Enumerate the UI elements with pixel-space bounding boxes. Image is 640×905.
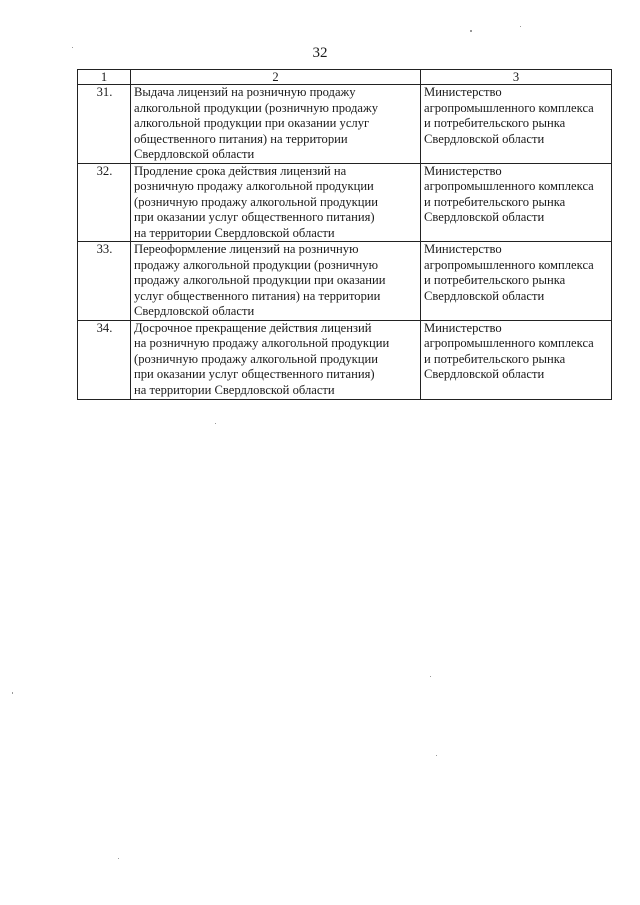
scan-speck bbox=[215, 423, 216, 424]
row-number: 33. bbox=[78, 242, 131, 321]
service-line: (розничную продажу алкогольной продукции bbox=[134, 194, 378, 209]
service-line: Свердловской области bbox=[134, 304, 255, 318]
service-line: продажу алкогольной продукции при оказании bbox=[134, 273, 386, 287]
scan-speck bbox=[12, 692, 13, 694]
service-line: услуг общественного питания) на территории bbox=[134, 288, 381, 303]
service-line: при оказании услуг общественного питания) bbox=[134, 210, 375, 224]
scan-speck bbox=[430, 676, 431, 677]
agency-line: Министерство bbox=[424, 320, 502, 335]
agency-line: и потребительского рынка bbox=[424, 116, 566, 130]
agency-line: и потребительского рынка bbox=[424, 351, 566, 366]
services-table bbox=[77, 69, 612, 400]
row-number: 32. bbox=[78, 163, 131, 242]
table-row bbox=[78, 163, 612, 242]
agency-line: и потребительского рынка bbox=[424, 273, 566, 287]
agency-line: агропромышленного комплекса bbox=[424, 336, 594, 350]
agency-line: и потребительского рынка bbox=[424, 194, 566, 209]
agency-name bbox=[421, 320, 612, 399]
agency-line: агропромышленного комплекса bbox=[424, 257, 594, 272]
service-line: алкогольной продукции (розничную продажу bbox=[134, 100, 378, 115]
service-line: на розничную продажу алкогольной продукции bbox=[134, 336, 390, 350]
scan-speck bbox=[436, 755, 437, 756]
service-line: Выдача лицензий на розничную продажу bbox=[134, 85, 356, 99]
table-header-row bbox=[78, 70, 612, 85]
scan-speck bbox=[470, 30, 472, 32]
agency-name bbox=[421, 163, 612, 242]
service-name bbox=[131, 320, 421, 399]
agency-line: агропромышленного комплекса bbox=[424, 179, 594, 193]
row-number: 34. bbox=[78, 320, 131, 399]
service-line: алкогольной продукции при оказании услуг bbox=[134, 116, 370, 130]
service-line: общественного питания) на территории bbox=[134, 131, 348, 146]
service-name bbox=[131, 242, 421, 321]
service-line: Свердловской области bbox=[134, 147, 255, 161]
service-line: Переоформление лицензий на розничную bbox=[134, 242, 359, 256]
agency-line: Свердловской области bbox=[424, 210, 545, 224]
service-line: на территории Свердловской области bbox=[134, 225, 335, 240]
table-row bbox=[78, 320, 612, 399]
scan-speck bbox=[520, 26, 521, 27]
column-header-service: 2 bbox=[131, 70, 421, 85]
agency-line: агропромышленного комплекса bbox=[424, 100, 594, 115]
service-line: продажу алкогольной продукции (розничную bbox=[134, 257, 378, 272]
service-name bbox=[131, 85, 421, 164]
agency-name bbox=[421, 85, 612, 164]
service-line: Досрочное прекращение действия лицензий bbox=[134, 320, 372, 335]
scan-speck bbox=[118, 858, 119, 859]
table-row bbox=[78, 85, 612, 164]
agency-line: Министерство bbox=[424, 163, 502, 178]
service-name bbox=[131, 163, 421, 242]
page-number: 32 bbox=[312, 45, 328, 61]
scan-speck bbox=[72, 47, 73, 48]
service-line: (розничную продажу алкогольной продукции bbox=[134, 351, 378, 366]
agency-line: Свердловской области bbox=[424, 288, 545, 303]
agency-name bbox=[421, 242, 612, 321]
agency-line: Министерство bbox=[424, 242, 502, 256]
agency-line: Министерство bbox=[424, 85, 502, 99]
service-line: Продление срока действия лицензий на bbox=[134, 163, 347, 178]
service-line: при оказании услуг общественного питания) bbox=[134, 367, 375, 381]
column-header-agency: 3 bbox=[421, 70, 612, 85]
column-header-number: 1 bbox=[78, 70, 131, 85]
agency-line: Свердловской области bbox=[424, 367, 545, 381]
table-row bbox=[78, 242, 612, 321]
service-line: на территории Свердловской области bbox=[134, 382, 335, 397]
row-number: 31. bbox=[78, 85, 131, 164]
agency-line: Свердловской области bbox=[424, 131, 545, 146]
service-line: розничную продажу алкогольной продукции bbox=[134, 179, 374, 193]
